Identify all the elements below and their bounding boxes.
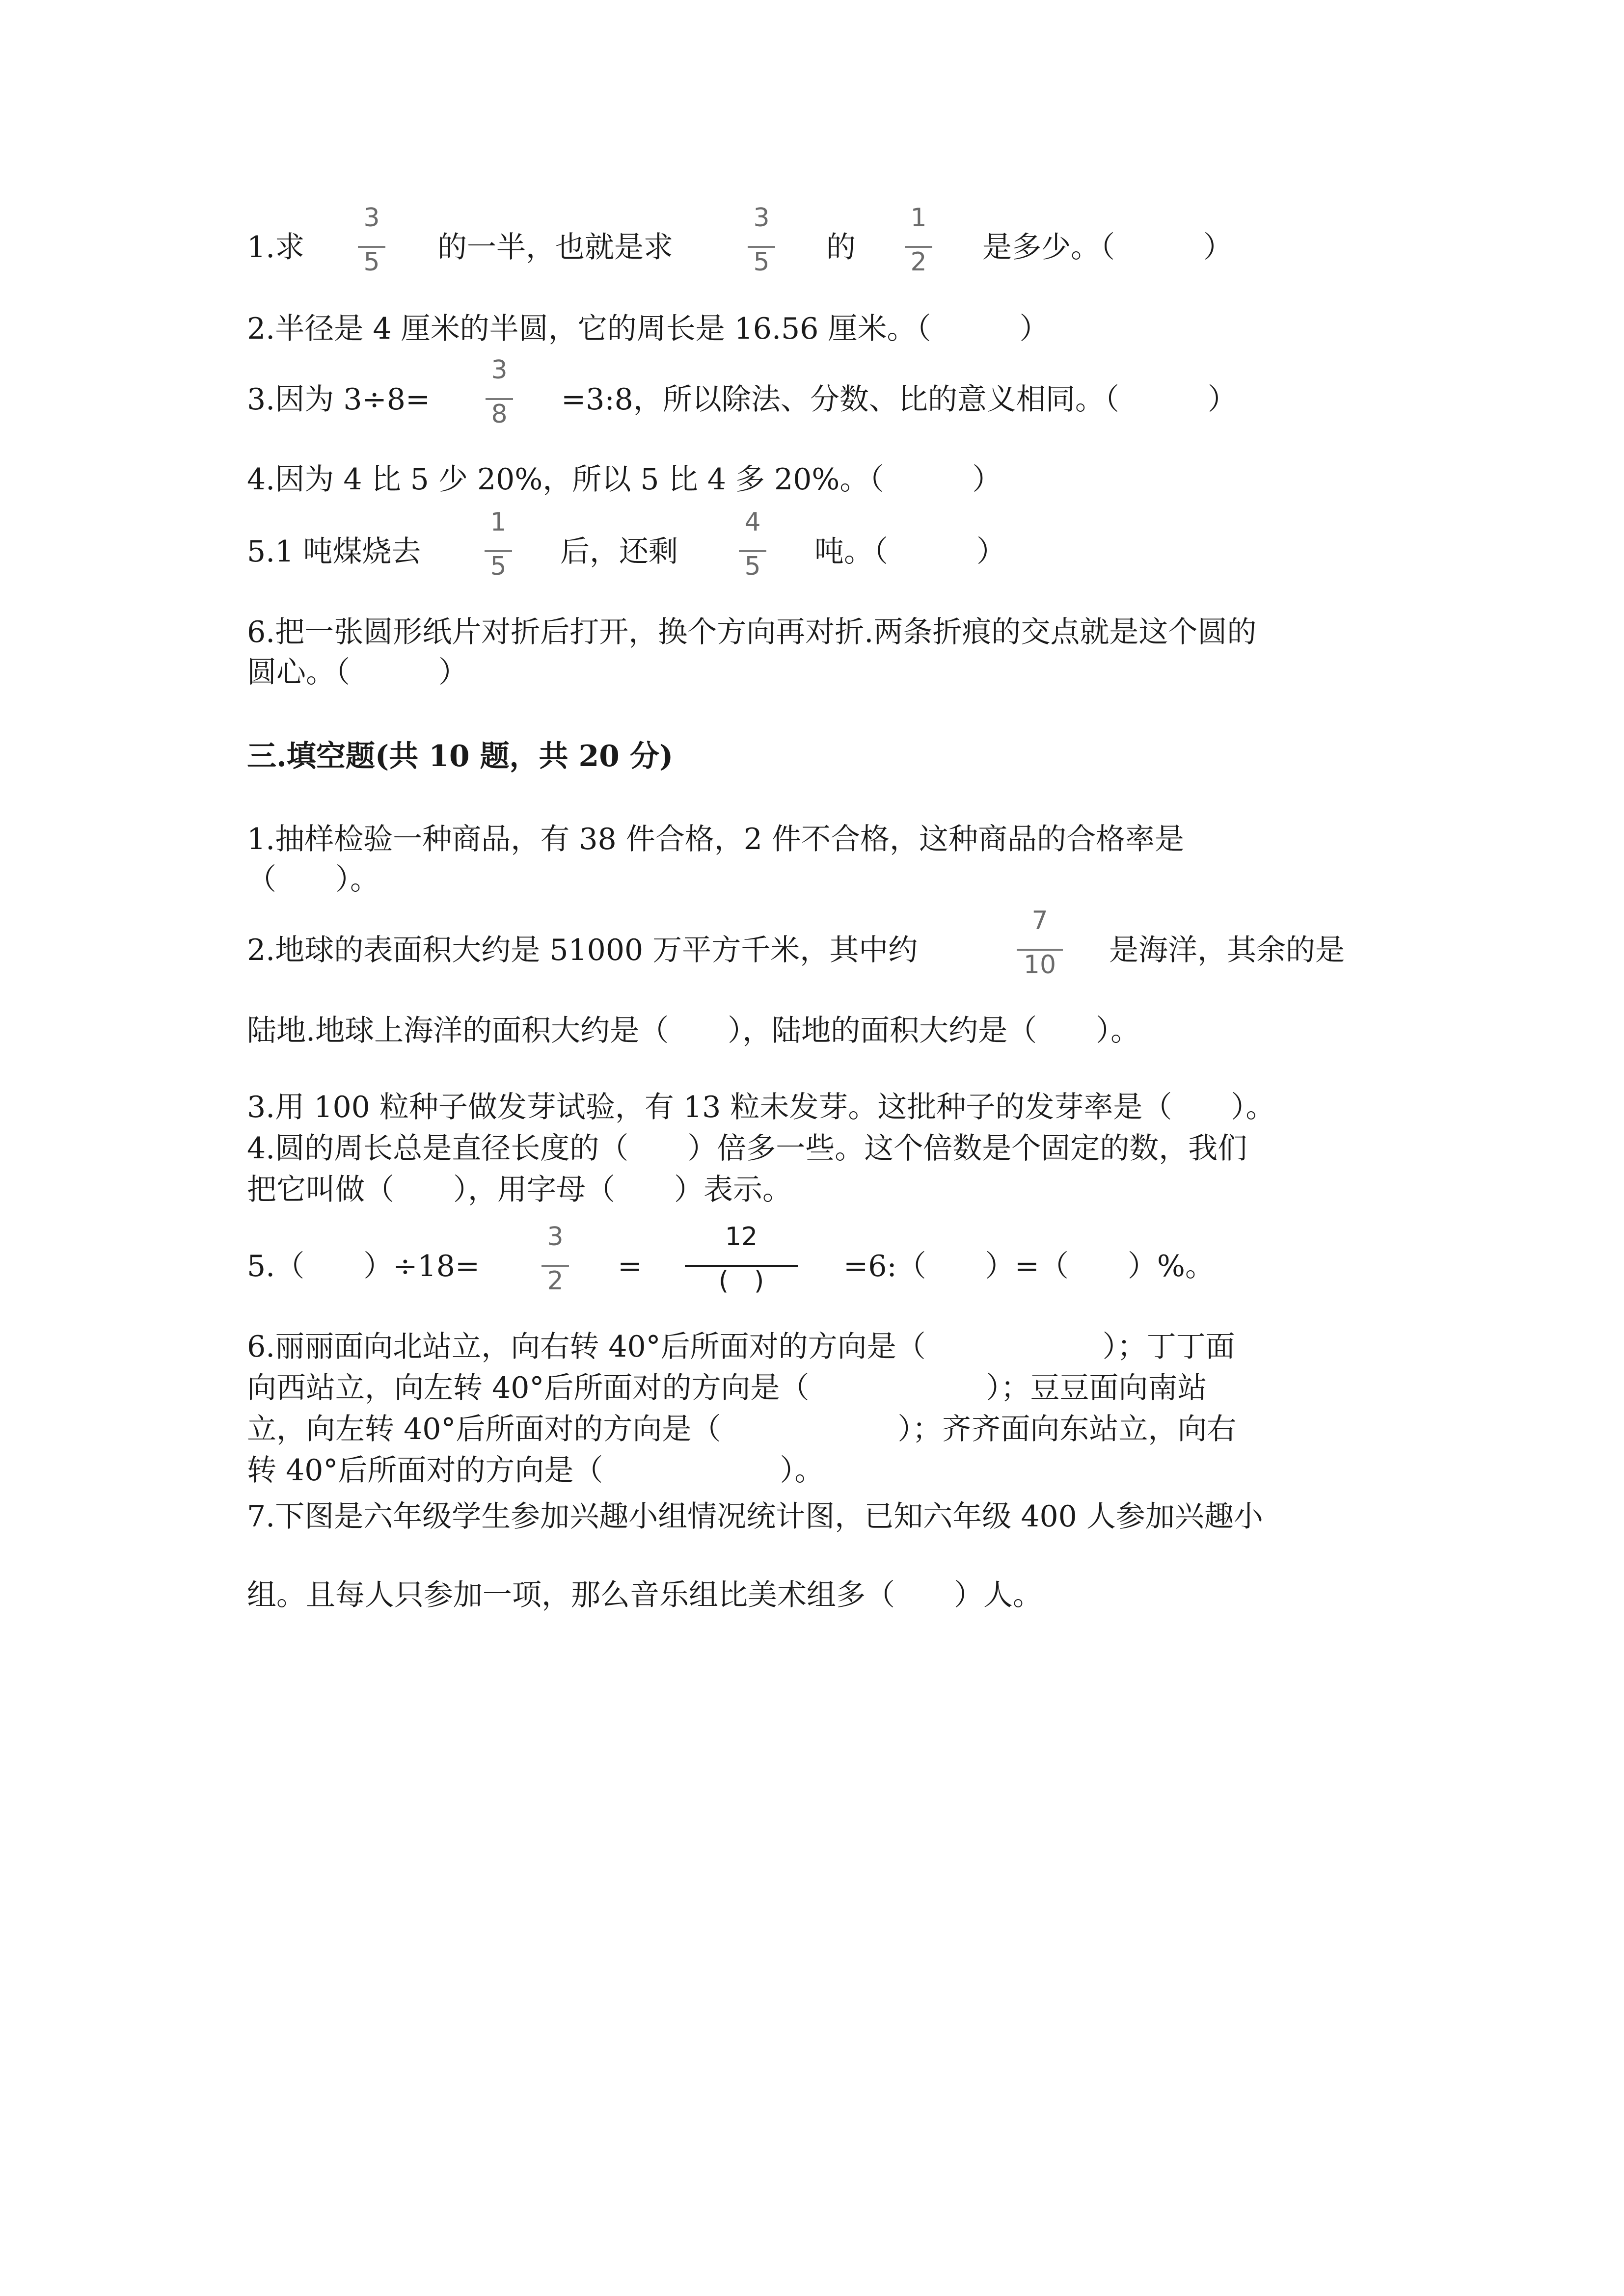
fill-q2-text-a: 2.地球的表面积大约是 51000 万平方千米，其中约 [247, 933, 918, 967]
fill-q2-text-b: 是海洋，其余的是 [1109, 933, 1345, 967]
fill-question-6-line-3: 立，向左转 40°后所面对的方向是（ ）；齐齐面向东站立，向右 [247, 1412, 1237, 1446]
fill-question-3: 3.用 100 粒种子做发芽试验，有 13 粒未发芽。这批种子的发芽率是（ ）。 [247, 1090, 1275, 1124]
judge-question-4: 4.因为 4 比 5 少 20%，所以 5 比 4 多 20%。（ ） [247, 462, 1002, 497]
judge-q1-text-c: 的 [826, 230, 856, 265]
judge-q5-text-a: 5.1 吨煤烧去 [247, 534, 421, 569]
judge-q1-text-a: 1.求 [247, 230, 305, 265]
fill-question-6-line-4: 转 40°后所面对的方向是（ ）。 [247, 1453, 824, 1488]
fill-question-7-line-2: 组。且每人只参加一项，那么音乐组比美术组多（ ）人。 [247, 1578, 1042, 1612]
fill-question-2-line-2: 陆地.地球上海洋的面积大约是（ ），陆地的面积大约是（ ）。 [247, 1014, 1140, 1048]
fill-question-4-line-2: 把它叫做（ ），用字母（ ）表示。 [247, 1173, 792, 1207]
fill-question-6-line-1: 6.丽丽面向北站立，向右转 40°后所面对的方向是（ ）；丁丁面 [247, 1330, 1235, 1364]
judge-q1-text-b: 的一半，也就是求 [437, 230, 673, 265]
fill-question-6-line-2: 向西站立，向左转 40°后所面对的方向是（ ）；豆豆面向南站 [247, 1371, 1207, 1405]
judge-question-6-line-2: 圆心。（ ） [247, 655, 468, 690]
judge-question-6-line-1: 6.把一张圆形纸片对折后打开，换个方向再对折.两条折痕的交点就是这个圆的 [247, 615, 1257, 649]
judge-q3-text-b: =3:8，所以除法、分数、比的意义相同。（ ） [561, 382, 1237, 417]
fill-question-1-line-1: 1.抽样检验一种商品，有 38 件合格，2 件不合格，这种商品的合格率是 [247, 822, 1184, 856]
judge-q5-text-c: 吨。（ ） [814, 534, 1006, 569]
judge-q5-text-b: 后，还剩 [560, 534, 678, 569]
fill-question-7-line-1: 7.下图是六年级学生参加兴趣小组情况统计图，已知六年级 400 人参加兴趣小 [247, 1499, 1263, 1534]
fill-q5-equals: = [618, 1249, 643, 1283]
fill-q5-text-a: 5.（ ）÷18= [247, 1249, 480, 1283]
fill-question-4-line-1: 4.圆的周长总是直径长度的（ ）倍多一些。这个倍数是个固定的数，我们 [247, 1131, 1247, 1166]
judge-q1-text-d: 是多少。（ ） [982, 230, 1233, 265]
judge-question-2: 2.半径是 4 厘米的半圆，它的周长是 16.56 厘米。（ ） [247, 312, 1049, 346]
fill-question-1-line-2: （ ）。 [247, 862, 379, 897]
section-3-heading: 三.填空题(共 10 题，共 20 分) [247, 739, 674, 774]
judge-q3-text-a: 3.因为 3÷8= [247, 382, 431, 417]
fill-q5-text-b: =6:（ ）=（ ）%。 [843, 1249, 1215, 1283]
worksheet-page: 1.求 3 5 的一半，也就是求 3 5 的 1 2 是多少。（ ） 2.半径是 4 厘米的半圆，它的周长是 16.56 厘米。（ ） 3.因为 3÷8= 3 8 =3:8，所以除法、分数、比的意义相同。（ ） 4.因为 4 比 5 少 20%，所以 5 比 4 多 20%。（ ） 5.1 吨煤烧去 1 5 后，还剩 4 5 吨。（ ） 6.把一张圆形纸片对折后打开，换个方向再对折.两条折痕的交点就是这个圆的 圆心。（ ） 三.填空题(共 10 题，共 20 分) 1.抽样检验一种商品，有 38 件合格，2 件不合格，这种商品的合格率是 （ ）。 2.地球的表面积大约是 51000 万平方千米，其中约 7 10 是海洋，其余的是 陆地.地球上海洋的面积大约是（ ），陆地的面积大约是（ ）。 3.用 100 粒种子做发芽试验，有 13 粒未发芽。这批种子的发芽率是（ ）。 4.圆的周长总是直径长度的（ ）倍多一些。这个倍数是个固定的数，我们 把它叫做（ ），用字母（ ）表示。 5.（ ）÷18= 3 2 = 12 ( ) =6:（ ）=（ ）%。 6.丽丽面向北站立，向右转 40°后所面对的方向是（ ）；丁丁面 向西站立，向左转 40°后所面对的方向是（ ）；豆豆面向南站 立，向左转 40°后所面对的方向是（ ）；齐齐面向东站立，向右 转 40°后所面对的方向是（ ）。 7.下图是六年级学生参加兴趣小组情况统计图，已知六年级 400 人参加兴趣小 组。且每人只参加一项，那么音乐组比美术组多（ ）人。 [0, 0, 1624, 2296]
